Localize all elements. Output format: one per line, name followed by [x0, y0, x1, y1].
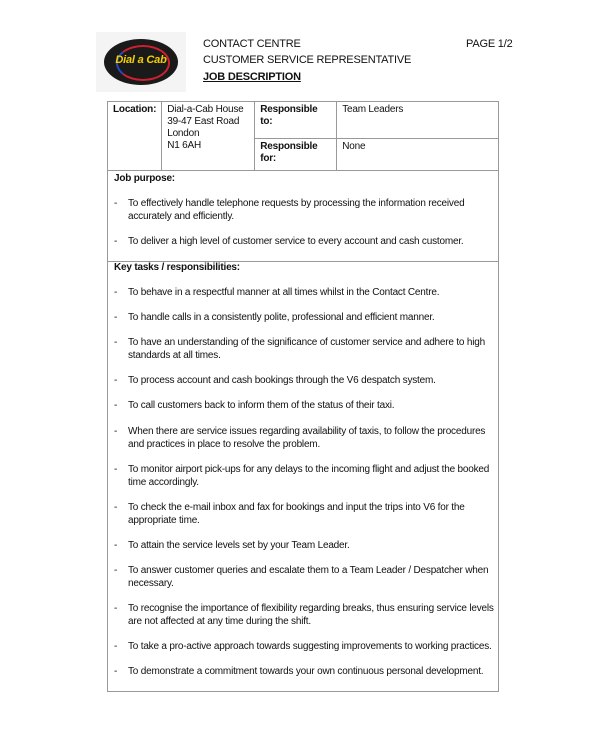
info-table [107, 101, 499, 171]
responsible-for-value: None [337, 139, 499, 171]
location-address: Dial-a-Cab House 39-47 East Road London N1 6AH [162, 102, 255, 171]
header-line-1: CONTACT CENTRE [203, 38, 301, 50]
section-title: Job purpose: [114, 173, 175, 184]
location-label: Location: [108, 102, 162, 171]
key-tasks-section: Key tasks / responsibilities: - To behave in a respectful manner at all times whilst in the Contact Centre. - To handle calls in a consistently polite, professional and efficient manner. - To have an understanding of the significance of customer service and adhere to high standards at all times. - To process account and cash bookings through the V6 despatch system. - To call customers back to inform them of the status of their taxi. - When there are service issues regarding availability of taxis, to follow the procedures and practices in place to resolve the problem. - To monitor airport pick-ups for any delays to the incoming flight and adjust the booked time accordingly. - To check the e-mail inbox and fax for bookings and input the trips into V6 for the appropriate time. - To attain the service levels set by your Team Leader. - To answer customer queries and escalate them to a Team Leader / Despatcher when necessary. - To recognise the importance of flexibility regarding breaks, thus ensuring service levels are not affected at any time during the shift. - To take a pro-active approach towards suggesting improvements to working practices. - To demonstrate a commitment towards your own continuous personal development. [107, 260, 499, 692]
responsible-to-label: Responsible to: [255, 102, 337, 139]
job-purpose-section: Job purpose: - To effectively handle telephone requests by processing the information received accurately and efficiently. - To deliver a high level of customer service to every account and cash customer. [107, 170, 499, 262]
header-line-2: CUSTOMER SERVICE REPRESENTATIVE [203, 54, 412, 66]
responsible-to-value: Team Leaders [337, 102, 499, 139]
page-number: PAGE 1/2 [466, 38, 513, 50]
document-title: JOB DESCRIPTION [203, 71, 301, 83]
responsible-for-label: Responsible for: [255, 139, 337, 171]
dial-a-cab-logo: Dial a Cab [96, 32, 186, 92]
section-title: Key tasks / responsibilities: [114, 262, 240, 273]
